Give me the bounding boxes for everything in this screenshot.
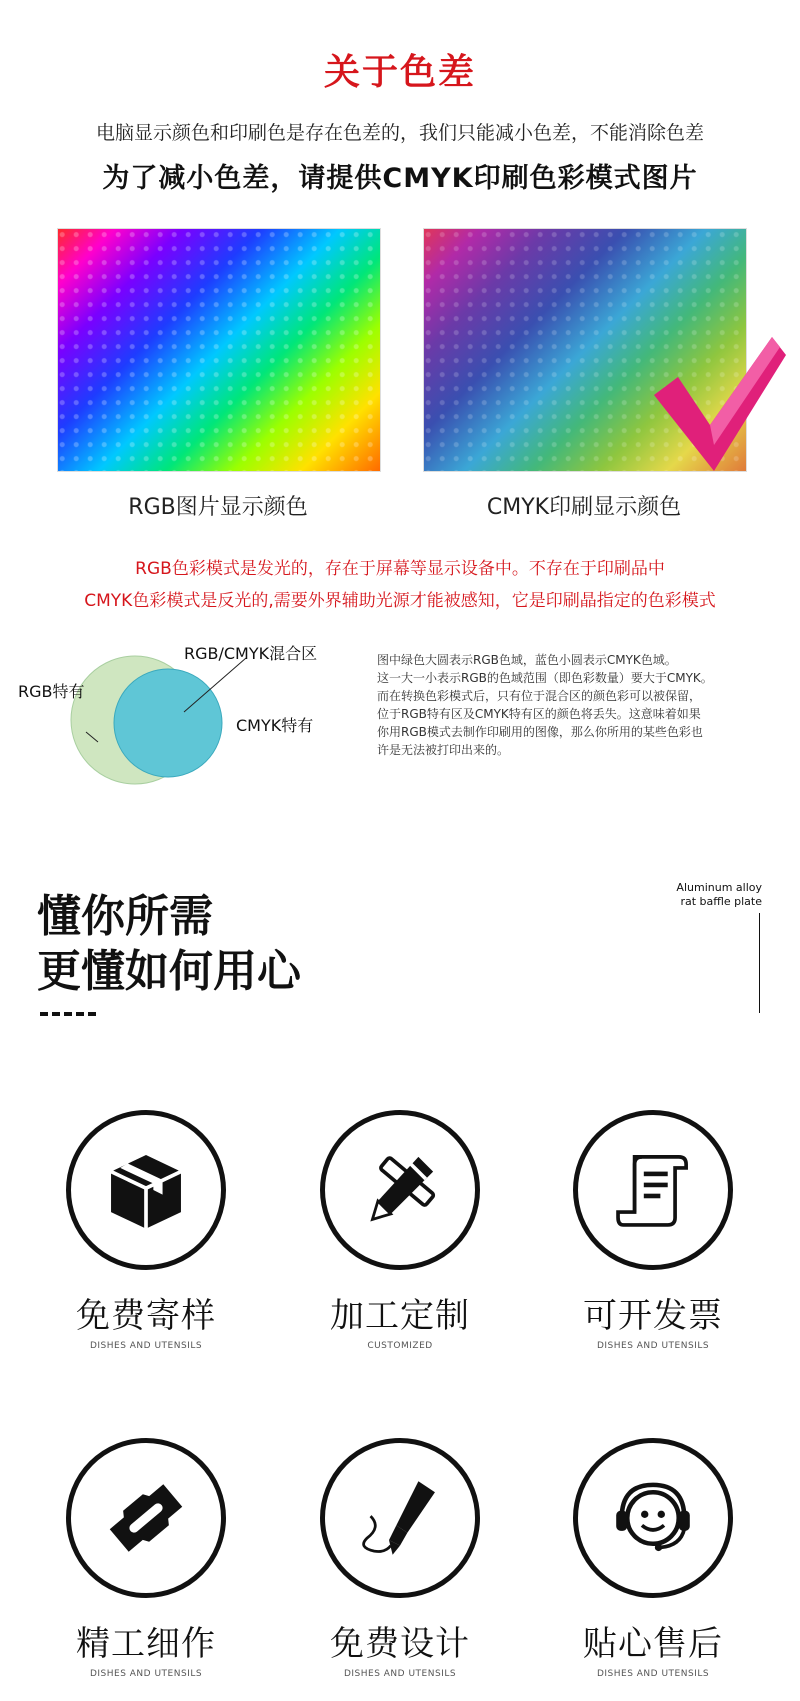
- feature-subtitle: DISHES AND UTENSILS: [596, 1669, 710, 1679]
- feature-title: 免费寄样: [76, 1296, 216, 1336]
- feature-subtitle: DISHES AND UTENSILS: [89, 1341, 203, 1351]
- divider: [40, 1012, 96, 1016]
- feature-title: 免费设计: [330, 1624, 470, 1664]
- feature-subtitle: DISHES AND UTENSILS: [343, 1669, 457, 1679]
- feature-icon-circle: [320, 1110, 480, 1270]
- receipt-icon: [607, 1144, 699, 1236]
- feature-title: 精工细作: [76, 1624, 216, 1664]
- slogan-line-2: 更懂如何用心: [37, 946, 301, 997]
- feature-free-samples: [61, 1110, 231, 1351]
- fountain-pen-icon: [354, 1472, 446, 1564]
- side-label: [600, 881, 762, 909]
- slogan-line-1: 懂你所需: [37, 891, 213, 942]
- cmyk-note: CMYK色彩模式是反光的,需要外界辅助光源才能被感知，它是印刷晶指定的色彩模式: [84, 591, 716, 611]
- checkmark-icon: [648, 333, 788, 478]
- feature-subtitle: CUSTOMIZED: [367, 1341, 433, 1351]
- box-icon: [100, 1144, 192, 1236]
- description-line: 你用RGB模式去制作印刷用的图像，那么你所用的某些色彩也: [377, 725, 703, 739]
- feature-invoice: [568, 1110, 738, 1351]
- cmyk-caption: CMYK印刷显示颜色: [486, 495, 682, 520]
- description-line: 这一大一小表示RGB的色域范围（即色彩数量）要大于CMYK。: [377, 671, 713, 685]
- feature-subtitle: DISHES AND UTENSILS: [596, 1341, 710, 1351]
- gamut-venn-diagram: [60, 650, 260, 790]
- cmyk-only-label: CMYK特有: [236, 716, 314, 735]
- rgb-sample-image: [57, 228, 381, 472]
- page-title: 关于色差: [323, 52, 476, 93]
- feature-customized: [315, 1110, 485, 1351]
- side-label-line: rat baffle plate: [680, 895, 762, 908]
- vertical-divider: [759, 913, 760, 1013]
- headset-icon: [607, 1472, 699, 1564]
- feature-craftsmanship: [61, 1438, 231, 1679]
- feature-subtitle: DISHES AND UTENSILS: [89, 1669, 203, 1679]
- description-line: 图中绿色大圆表示RGB色域，蓝色小圆表示CMYK色域。: [377, 653, 677, 667]
- rgb-caption: RGB图片显示颜色: [128, 495, 308, 520]
- mixed-zone-label: RGB/CMYK混合区: [184, 644, 318, 663]
- razor-blade-icon: [100, 1472, 192, 1564]
- cmyk-gamut-circle: [114, 669, 222, 777]
- description-line: 而在转换色彩模式后，只有位于混合区的颜色彩可以被保留，: [377, 689, 702, 703]
- feature-icon-circle: [573, 1438, 733, 1598]
- feature-icon-circle: [66, 1438, 226, 1598]
- subtitle: 电脑显示颜色和印刷色是存在色差的，我们只能减小色差，不能消除色差: [95, 122, 704, 144]
- feature-free-design: [315, 1438, 485, 1679]
- feature-after-sales: [568, 1438, 738, 1679]
- headline: 为了减小色差，请提供CMYK印刷色彩模式图片: [102, 163, 698, 194]
- feature-icon-circle: [66, 1110, 226, 1270]
- pencil-ruler-icon: [354, 1144, 446, 1236]
- rgb-only-label: RGB特有: [18, 682, 85, 701]
- feature-icon-circle: [320, 1438, 480, 1598]
- feature-title: 可开发票: [583, 1296, 723, 1336]
- feature-title: 加工定制: [330, 1296, 470, 1336]
- gamut-description: [377, 651, 762, 759]
- description-line: 位于RGB特有区及CMYK特有区的颜色将丢失。这意味着如果: [377, 707, 701, 721]
- feature-icon-circle: [573, 1110, 733, 1270]
- rgb-note: RGB色彩模式是发光的，存在于屏幕等显示设备中。不存在于印刷品中: [135, 559, 665, 579]
- feature-title: 贴心售后: [583, 1624, 723, 1664]
- side-label-line: Aluminum alloy: [676, 881, 762, 894]
- description-line: 许是无法被打印出来的。: [377, 743, 510, 757]
